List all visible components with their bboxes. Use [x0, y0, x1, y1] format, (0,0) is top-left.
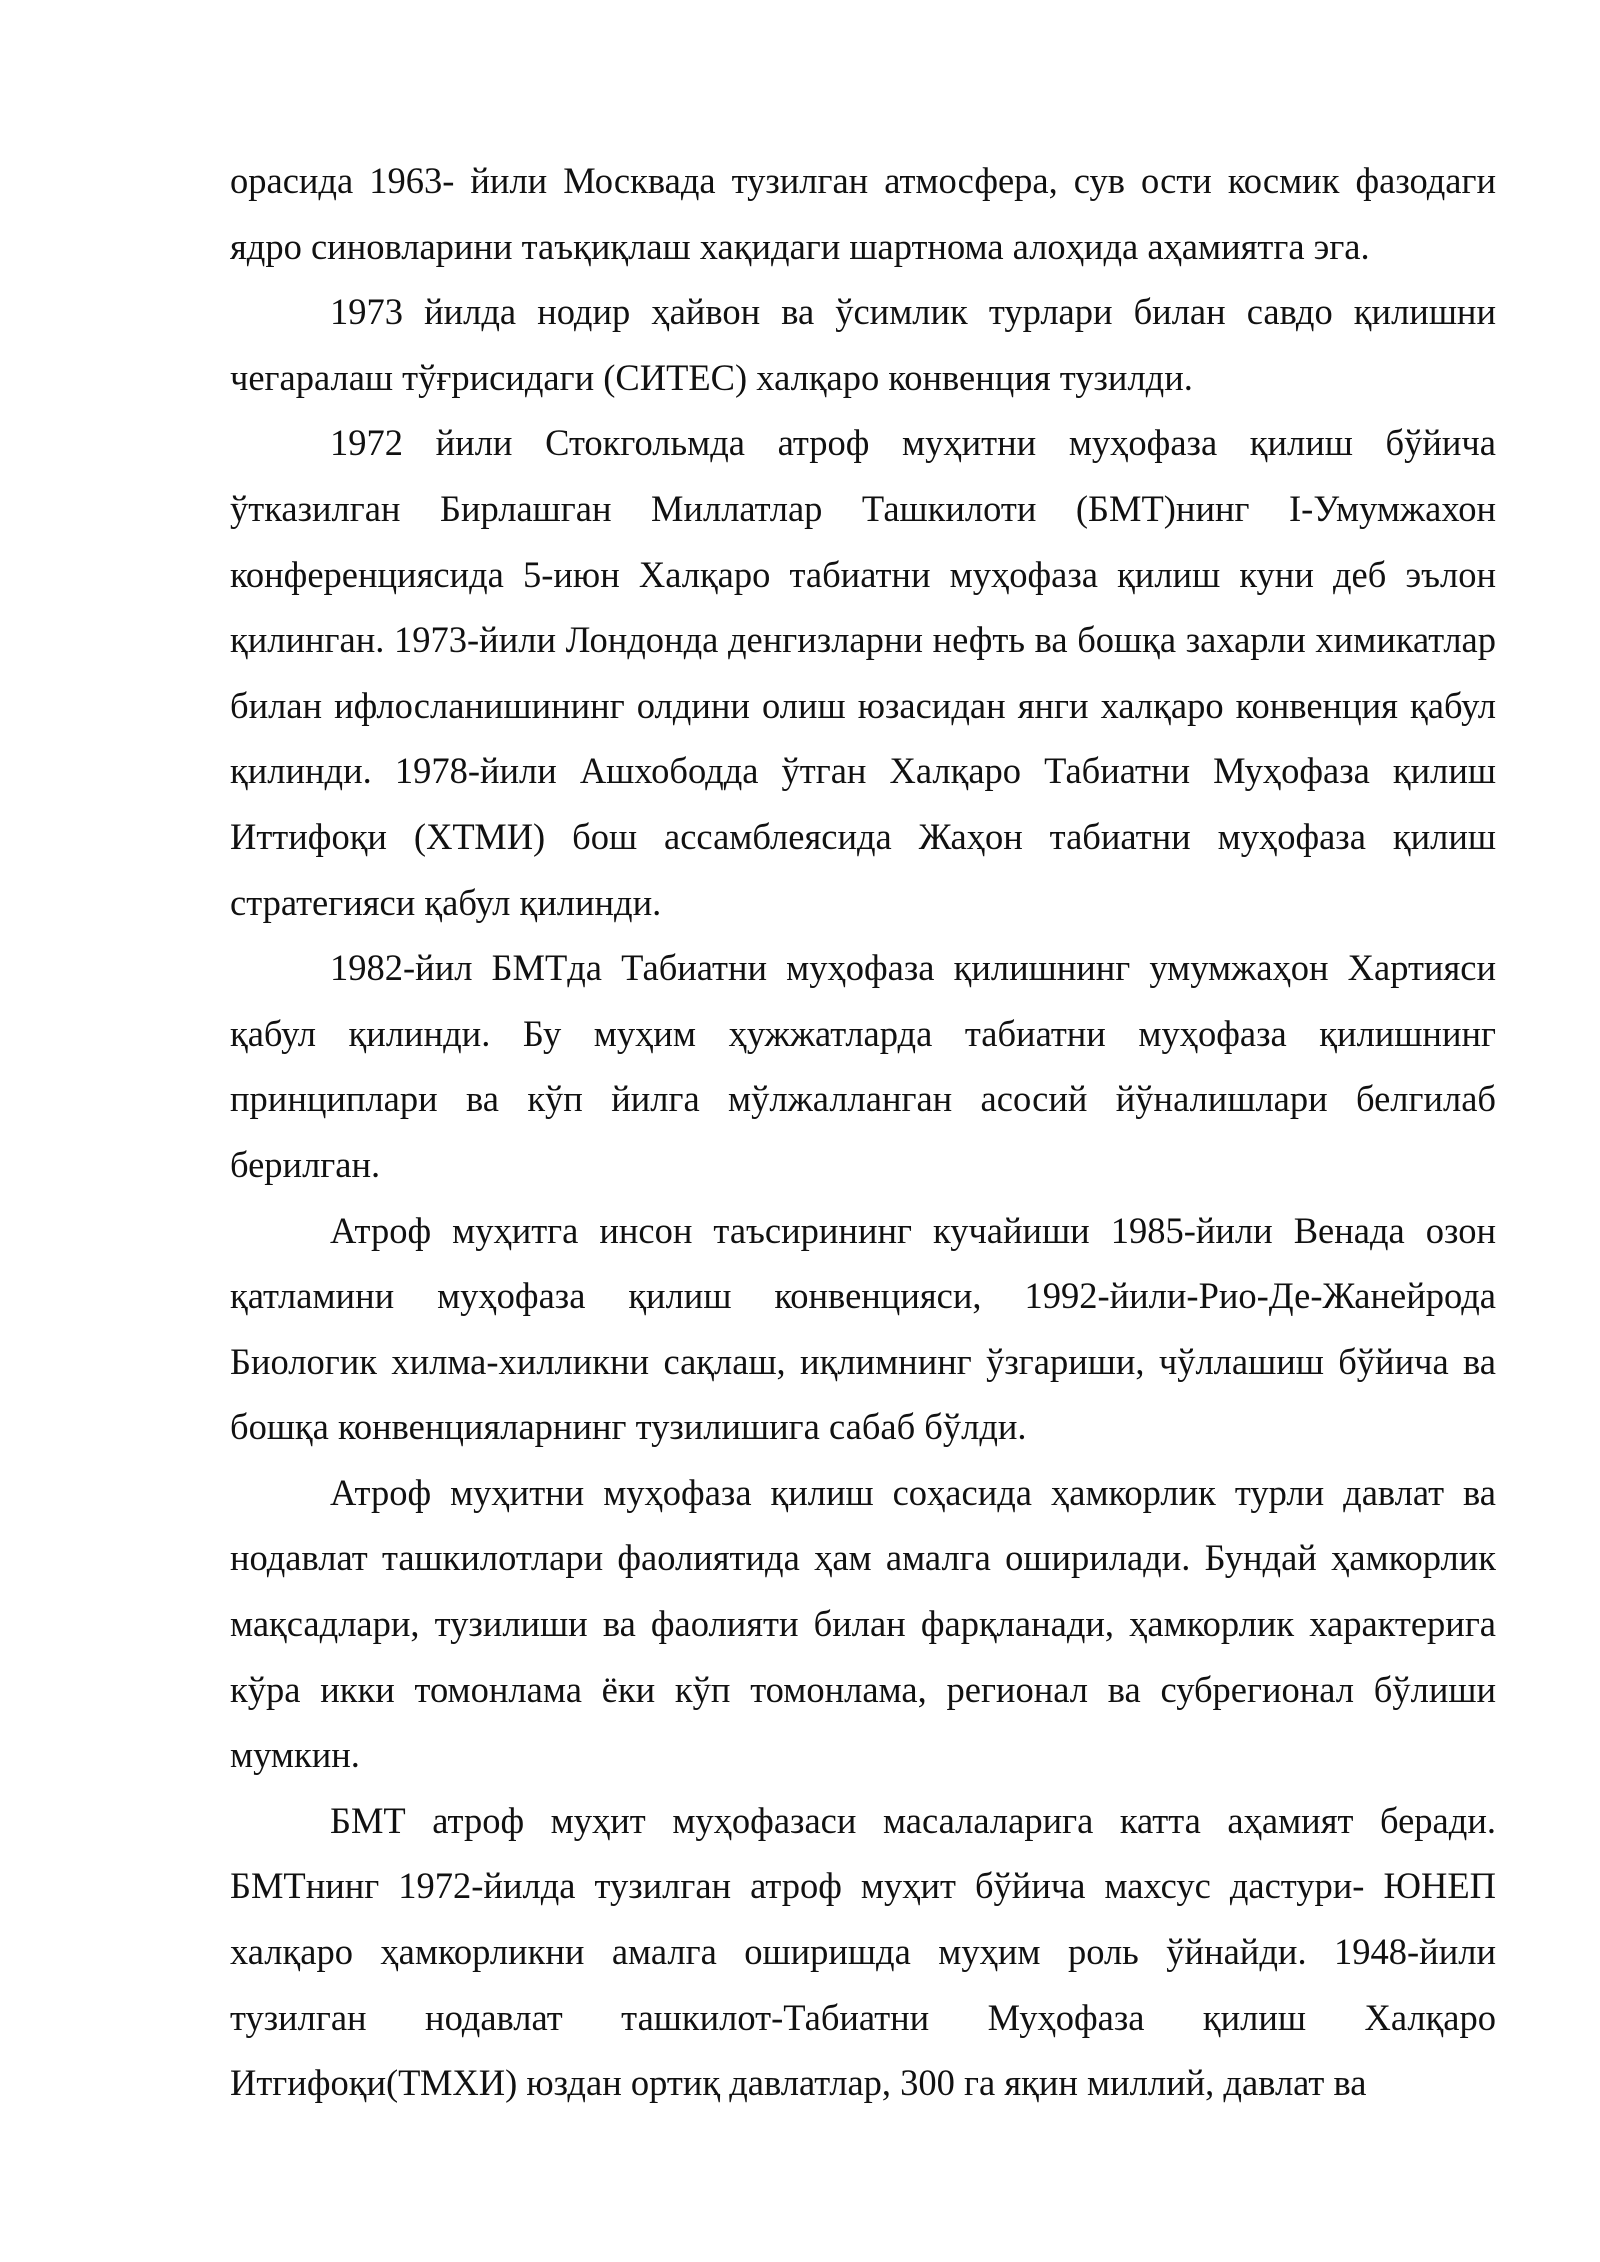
paragraph-1972-stockholm: 1972 йили Стокгольмда атроф муҳитни муҳофаза қилиш бўйича ўтказилган Бирлашган Миллатлар Ташкилоти (БМТ)нинг I-Умумжахон конференциясида 5-июн Халқаро табиатни муҳофаза қилиш куни деб эълон қилинган. 1973-йили Лондонда денгизларни нефть ва бошқа захарли химикатлар билан ифлосланишининг олдини олиш юзасидан янги халқаро конвенция қабул қилинди. 1978-йили Ашхободда ўтган Халқаро Табиатни Муҳофаза қилиш Иттифоқи (ХТМИ) бош ассамблеясида Жаҳон табиатни муҳофаза қилиш стратегияси қабул қилинди.: [230, 422, 1496, 923]
paragraph-1963-treaty: орасида 1963- йили Москвада тузилган атмосфера, сув ости космик фазодаги ядро синовларини таъқиқлаш хақидаги шартнома алоҳида аҳамиятга эга.: [230, 160, 1496, 267]
document-body: [230, 148, 1496, 2116]
paragraph-1982-charter: 1982-йил БМТда Табиатни муҳофаза қилишнинг умумжаҳон Хартияси қабул қилинди. Бу муҳим ҳужжатларда табиатни муҳофаза қилишнинг принциплари ва кўп йилга мўлжалланган асосий йўналишлари белгилаб берилган.: [230, 947, 1496, 1185]
paragraph-cooperation: Атроф муҳитни муҳофаза қилиш соҳасида ҳамкорлик турли давлат ва нодавлат ташкилотлари фаолиятида ҳам амалга оширилади. Бундай ҳамкорлик мақсадлари, тузилиши ва фаолияти билан фарқланади, ҳамкорлик характерига кўра икки томонлама ёки кўп томонлама, регионал ва субрегионал бўлиши мумкин.: [230, 1471, 1496, 1776]
paragraph-1973-cites: 1973 йилда нодир ҳайвон ва ўсимлик турлари билан савдо қилишни чегаралаш тўғрисидаги (СИТЕС) халқаро конвенция тузилди.: [230, 291, 1496, 398]
paragraph-un-unep: БМТ атроф муҳит муҳофазаси масалаларига катта аҳамият беради. БМТнинг 1972-йилда тузилган атроф муҳит бўйича махсус дастури- ЮНЕП халқаро ҳамкорликни амалга оширишда муҳим роль ўйнайди. 1948-йили тузилган нодавлат ташкилот-Табиатни Муҳофаза қилиш Халқаро Итгифоқи(ТМХИ) юздан ортиқ давлатлар, 300 га яқин миллий, давлат ва: [230, 1799, 1496, 2104]
paragraph-conventions: Атроф муҳитга инсон таъсирининг кучайиши 1985-йили Венада озон қатламини муҳофаза қилиш конвенцияси, 1992-йили-Рио-Де-Жанейрода Биологик хилма-хилликни сақлаш, иқлимнинг ўзгариши, чўллашиш бўйича ва бошқа конвенцияларнинг тузилишига сабаб бўлди.: [230, 1209, 1496, 1448]
